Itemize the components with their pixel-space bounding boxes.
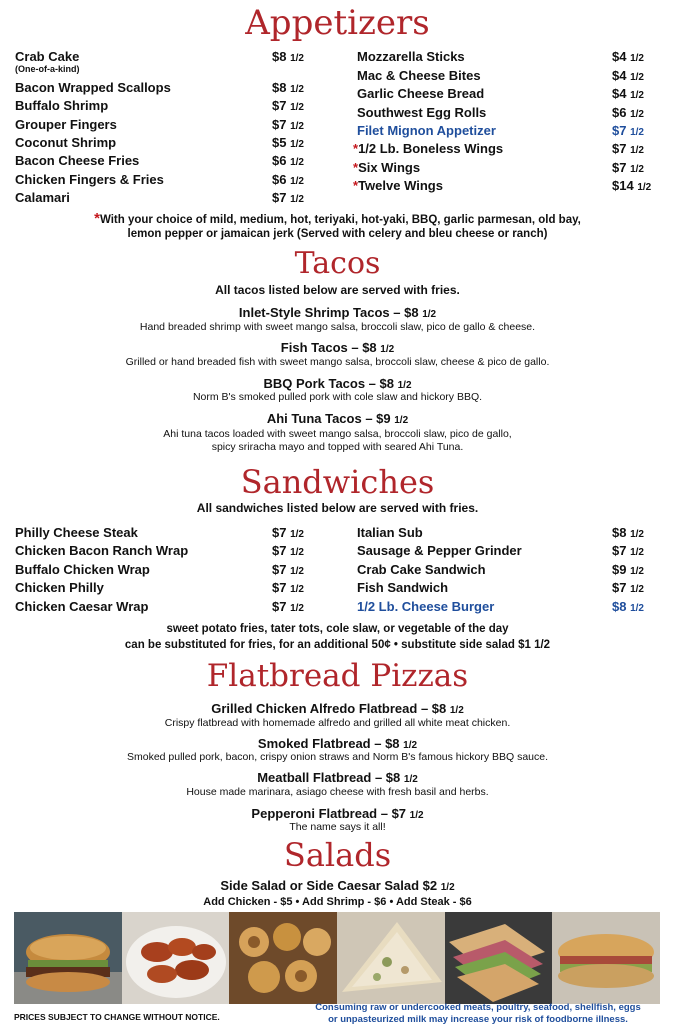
sand-left-2-name: Buffalo Chicken Wrap (15, 562, 150, 577)
app-left-5-price: $6 1/2 (272, 153, 304, 168)
app-left-2-name: Buffalo Shrimp (15, 98, 109, 113)
app-right-3-name: Southwest Egg Rolls (357, 105, 487, 120)
app-left-4-price: $5 1/2 (272, 135, 304, 150)
sandwich-photo (445, 912, 553, 1004)
sand-right-1-price: $7 1/2 (612, 543, 644, 558)
flatbread-title: Flatbread Pizzas (206, 658, 469, 694)
sand-right-0-price: $8 1/2 (612, 525, 644, 540)
salad-addons: Add Chicken - $5 • Add Shrimp - $6 • Add Steak - $6 (203, 896, 472, 908)
app-right-3-price: $6 1/2 (612, 105, 644, 120)
sand-left-1-name: Chicken Bacon Ranch Wrap (15, 543, 189, 558)
app-right-5-name: *1/2 Lb. Boneless Wings (353, 141, 504, 156)
wings-photo (122, 912, 230, 1004)
app-left-2-price: $7 1/2 (272, 98, 304, 113)
sandwiches-title: Sandwiches (240, 463, 435, 501)
sand-right-3-price: $7 1/2 (612, 580, 644, 595)
sandwiches-intro: All sandwiches listed below are served with fries. (196, 501, 479, 515)
food-safety-warning-line1: Consuming raw or undercooked meats, poultry, seafood, shellfish, eggs (315, 1002, 641, 1013)
tacos-title: Tacos (294, 246, 381, 281)
sand-left-2-price: $7 1/2 (272, 562, 304, 577)
app-right-5-price: $7 1/2 (612, 141, 644, 156)
salad-line: Side Salad or Side Caesar Salad $2 1/2 (220, 878, 455, 893)
app-right-7-price: $14 1/2 (612, 178, 652, 193)
sand-right-2-price: $9 1/2 (612, 562, 644, 577)
wing-sauce-note-line2: lemon pepper or jamaican jerk (Served with celery and bleu cheese or ranch) (127, 228, 548, 240)
tacos-intro: All tacos listed below are served with fries. (215, 283, 460, 297)
app-left-0-name: Crab Cake (15, 49, 80, 64)
app-right-0-name: Mozzarella Sticks (357, 49, 465, 64)
star-marker: * (353, 160, 359, 175)
sub-photo (552, 912, 660, 1004)
star-marker: * (94, 210, 100, 227)
bites-photo (229, 912, 337, 1004)
sand-right-4-price: $8 1/2 (612, 599, 644, 614)
app-right-7-name: *Twelve Wings (353, 178, 443, 193)
sand-left-3-name: Chicken Philly (15, 580, 104, 595)
sand-left-4-price: $7 1/2 (272, 599, 304, 614)
app-right-6-price: $7 1/2 (612, 160, 644, 175)
app-right-6-name: *Six Wings (353, 160, 421, 175)
flatbread-1-desc: Smoked pulled pork, bacon, crispy onion straws and Norm B's famous hickory BBQ sauce. (126, 751, 549, 763)
sand-left-0-name: Philly Cheese Steak (15, 525, 138, 540)
food-safety-warning-line2: or unpasteurized milk may increase your risk of foodborne illness. (328, 1013, 628, 1025)
taco-0-name: Inlet-Style Shrimp Tacos – $8 1/2 (238, 305, 437, 320)
taco-1-name: Fish Tacos – $8 1/2 (280, 340, 395, 355)
app-left-7-name: Calamari (15, 190, 70, 205)
app-left-0-price: $8 1/2 (272, 49, 304, 64)
sand-left-3-price: $7 1/2 (272, 580, 304, 595)
sand-left-0-price: $7 1/2 (272, 525, 304, 540)
app-right-4-name: Filet Mignon Appetizer (357, 123, 496, 138)
app-right-2-price: $4 1/2 (612, 86, 644, 101)
taco-0-desc: Hand breaded shrimp with sweet mango salsa, broccoli slaw, pico de gallo & cheese. (139, 321, 536, 333)
substitution-note-line2: can be substituted for fries, for an additional 50¢ • substitute side salad $1 1/2 (124, 639, 551, 651)
taco-2-name: BBQ Pork Tacos – $8 1/2 (263, 376, 412, 391)
app-left-3-name: Grouper Fingers (15, 117, 117, 132)
burger-photo (14, 912, 122, 1004)
app-right-1-price: $4 1/2 (612, 68, 644, 83)
star-marker: * (353, 141, 359, 156)
food-safety-warning (288, 1002, 668, 1026)
flatbread-1-name: Smoked Flatbread – $8 1/2 (257, 736, 418, 751)
taco-3-name: Ahi Tuna Tacos – $9 1/2 (266, 411, 409, 426)
flatbread-2-name: Meatball Flatbread – $8 1/2 (257, 770, 418, 785)
sand-right-1-name: Sausage & Pepper Grinder (357, 543, 522, 558)
app-left-1-name: Bacon Wrapped Scallops (15, 80, 171, 95)
wing-sauce-note-line1: *With your choice of mild, medium, hot, teriyaki, hot-yaki, BBQ, garlic parmesan, old bay, (94, 210, 581, 227)
flatbread-0-name: Grilled Chicken Alfredo Flatbread – $8 1/2 (211, 701, 464, 716)
star-marker: * (353, 178, 359, 193)
flatbread-2-desc: House made marinara, asiago cheese with fresh basil and herbs. (186, 786, 489, 798)
app-right-0-price: $4 1/2 (612, 49, 644, 64)
app-left-7-price: $7 1/2 (272, 190, 304, 205)
sand-right-3-name: Fish Sandwich (357, 580, 449, 595)
app-left-3-price: $7 1/2 (272, 117, 304, 132)
app-right-1-name: Mac & Cheese Bites (357, 68, 481, 83)
app-right-4-price: $7 1/2 (612, 123, 644, 138)
flatbread-0-desc: Crispy flatbread with homemade alfredo and grilled all white meat chicken. (164, 717, 511, 729)
taco-1-desc: Grilled or hand breaded fish with sweet mango salsa, broccoli slaw, cheese & pico de gallo. (125, 356, 550, 368)
flatbread-3-desc: The name says it all! (289, 821, 386, 833)
price-disclaimer: PRICES SUBJECT TO CHANGE WITHOUT NOTICE. (14, 1012, 220, 1022)
substitution-note-line1: sweet potato fries, tater tots, cole slaw, or vegetable of the day (166, 623, 509, 635)
app-left-6-price: $6 1/2 (272, 172, 304, 187)
app-left-4-name: Coconut Shrimp (15, 135, 117, 150)
sand-left-4-name: Chicken Caesar Wrap (15, 599, 149, 614)
salads-title: Salads (283, 836, 392, 874)
sand-right-2-name: Crab Cake Sandwich (357, 562, 486, 577)
app-left-5-name: Bacon Cheese Fries (15, 153, 140, 168)
sand-right-0-name: Italian Sub (357, 525, 423, 540)
app-left-0-sub: (One-of-a-kind) (15, 64, 80, 74)
sand-right-4-name: 1/2 Lb. Cheese Burger (357, 599, 495, 614)
flatbread-3-name: Pepperoni Flatbread – $7 1/2 (251, 806, 424, 821)
app-left-6-name: Chicken Fingers & Fries (15, 172, 164, 187)
taco-3-desc: Ahi tuna tacos loaded with sweet mango salsa, broccoli slaw, pico de gallo, (163, 428, 512, 440)
taco-2-desc: Norm B's smoked pulled pork with cole slaw and hickory BBQ. (192, 391, 483, 403)
food-photo-strip (14, 912, 660, 1004)
sand-left-1-price: $7 1/2 (272, 543, 304, 558)
appetizers-title: Appetizers (245, 3, 430, 43)
app-left-1-price: $8 1/2 (272, 80, 304, 95)
flatbread-photo (337, 912, 445, 1004)
taco-3-desc2: spicy sriracha mayo and topped with seared Ahi Tuna. (211, 441, 464, 453)
app-right-2-name: Garlic Cheese Bread (357, 86, 485, 101)
